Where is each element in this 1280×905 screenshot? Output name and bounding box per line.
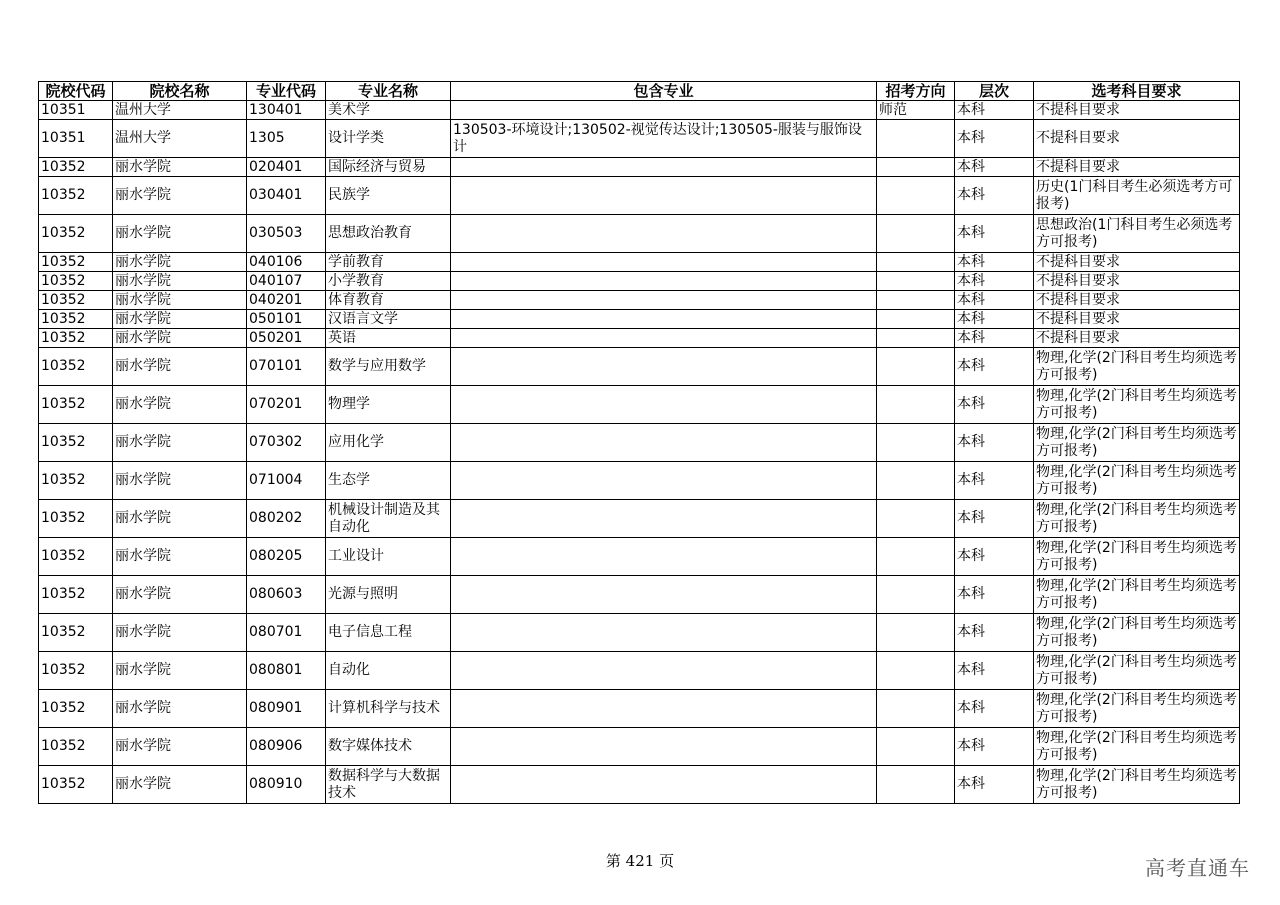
school-code-cell: 10352 bbox=[39, 329, 113, 348]
school-code-cell: 10352 bbox=[39, 424, 113, 462]
school-name-cell: 丽水学院 bbox=[113, 424, 247, 462]
major-code-cell: 080603 bbox=[247, 576, 326, 614]
included-majors-cell bbox=[451, 690, 877, 728]
major-name-cell: 思想政治教育 bbox=[326, 215, 451, 253]
school-code-cell: 10352 bbox=[39, 614, 113, 652]
subject-requirement-cell: 物理,化学(2门科目考生均须选考方可报考) bbox=[1034, 538, 1240, 576]
subject-requirement-cell: 不提科目要求 bbox=[1034, 158, 1240, 177]
table-row bbox=[39, 614, 1240, 652]
school-code-cell: 10352 bbox=[39, 272, 113, 291]
school-code-cell: 10352 bbox=[39, 538, 113, 576]
level-cell: 本科 bbox=[955, 329, 1034, 348]
subject-requirement-cell: 物理,化学(2门科目考生均须选考方可报考) bbox=[1034, 424, 1240, 462]
table-row bbox=[39, 310, 1240, 329]
major-name-cell: 数学与应用数学 bbox=[326, 348, 451, 386]
subject-requirement-cell: 物理,化学(2门科目考生均须选考方可报考) bbox=[1034, 348, 1240, 386]
table-row bbox=[39, 253, 1240, 272]
major-code-cell: 070201 bbox=[247, 386, 326, 424]
major-name-cell: 小学教育 bbox=[326, 272, 451, 291]
school-code-cell: 10352 bbox=[39, 215, 113, 253]
direction-cell bbox=[877, 576, 955, 614]
included-majors-cell bbox=[451, 291, 877, 310]
column-header: 层次 bbox=[955, 82, 1034, 101]
major-name-cell: 设计学类 bbox=[326, 120, 451, 158]
direction-cell bbox=[877, 462, 955, 500]
school-name-cell: 丽水学院 bbox=[113, 158, 247, 177]
major-name-cell: 民族学 bbox=[326, 177, 451, 215]
school-name-cell: 丽水学院 bbox=[113, 272, 247, 291]
column-header: 院校名称 bbox=[113, 82, 247, 101]
level-cell: 本科 bbox=[955, 538, 1034, 576]
level-cell: 本科 bbox=[955, 424, 1034, 462]
subject-requirement-cell: 物理,化学(2门科目考生均须选考方可报考) bbox=[1034, 614, 1240, 652]
school-name-cell: 丽水学院 bbox=[113, 253, 247, 272]
included-majors-cell bbox=[451, 462, 877, 500]
major-code-cell: 080901 bbox=[247, 690, 326, 728]
school-name-cell: 丽水学院 bbox=[113, 291, 247, 310]
school-name-cell: 丽水学院 bbox=[113, 310, 247, 329]
header-row bbox=[39, 82, 1240, 101]
direction-cell bbox=[877, 766, 955, 804]
major-code-cell: 080910 bbox=[247, 766, 326, 804]
watermark-text: 高考直通车 bbox=[1145, 856, 1250, 880]
major-name-cell: 汉语言文学 bbox=[326, 310, 451, 329]
major-name-cell: 自动化 bbox=[326, 652, 451, 690]
major-name-cell: 电子信息工程 bbox=[326, 614, 451, 652]
major-code-cell: 040106 bbox=[247, 253, 326, 272]
school-code-cell: 10352 bbox=[39, 348, 113, 386]
direction-cell bbox=[877, 690, 955, 728]
table-row bbox=[39, 576, 1240, 614]
major-code-cell: 070101 bbox=[247, 348, 326, 386]
direction-cell bbox=[877, 120, 955, 158]
direction-cell bbox=[877, 728, 955, 766]
subject-requirement-cell: 不提科目要求 bbox=[1034, 272, 1240, 291]
table-row bbox=[39, 500, 1240, 538]
school-name-cell: 丽水学院 bbox=[113, 462, 247, 500]
major-name-cell: 光源与照明 bbox=[326, 576, 451, 614]
direction-cell bbox=[877, 500, 955, 538]
major-code-cell: 040201 bbox=[247, 291, 326, 310]
table-row bbox=[39, 215, 1240, 253]
table-row bbox=[39, 766, 1240, 804]
column-header: 专业名称 bbox=[326, 82, 451, 101]
level-cell: 本科 bbox=[955, 177, 1034, 215]
school-code-cell: 10351 bbox=[39, 120, 113, 158]
direction-cell: 师范 bbox=[877, 101, 955, 120]
included-majors-cell bbox=[451, 728, 877, 766]
included-majors-cell bbox=[451, 329, 877, 348]
school-name-cell: 丽水学院 bbox=[113, 538, 247, 576]
included-majors-cell bbox=[451, 348, 877, 386]
subject-requirement-cell: 物理,化学(2门科目考生均须选考方可报考) bbox=[1034, 500, 1240, 538]
school-code-cell: 10352 bbox=[39, 386, 113, 424]
column-header: 选考科目要求 bbox=[1034, 82, 1240, 101]
major-code-cell: 070302 bbox=[247, 424, 326, 462]
major-name-cell: 物理学 bbox=[326, 386, 451, 424]
table-row bbox=[39, 348, 1240, 386]
included-majors-cell bbox=[451, 614, 877, 652]
included-majors-cell bbox=[451, 158, 877, 177]
page-number: 第 421 页 bbox=[605, 852, 675, 870]
included-majors-cell: 130503-环境设计;130502-视觉传达设计;130505-服装与服饰设计 bbox=[451, 120, 877, 158]
level-cell: 本科 bbox=[955, 728, 1034, 766]
major-code-cell: 050201 bbox=[247, 329, 326, 348]
direction-cell bbox=[877, 291, 955, 310]
school-name-cell: 丽水学院 bbox=[113, 652, 247, 690]
direction-cell bbox=[877, 424, 955, 462]
admission-table bbox=[38, 81, 1240, 804]
column-header: 院校代码 bbox=[39, 82, 113, 101]
table-row bbox=[39, 177, 1240, 215]
school-name-cell: 温州大学 bbox=[113, 101, 247, 120]
subject-requirement-cell: 物理,化学(2门科目考生均须选考方可报考) bbox=[1034, 652, 1240, 690]
table-body bbox=[39, 101, 1240, 804]
included-majors-cell bbox=[451, 424, 877, 462]
level-cell: 本科 bbox=[955, 386, 1034, 424]
included-majors-cell bbox=[451, 386, 877, 424]
included-majors-cell bbox=[451, 652, 877, 690]
table-row bbox=[39, 462, 1240, 500]
table-row bbox=[39, 101, 1240, 120]
level-cell: 本科 bbox=[955, 101, 1034, 120]
column-header: 招考方向 bbox=[877, 82, 955, 101]
table-row bbox=[39, 538, 1240, 576]
subject-requirement-cell: 不提科目要求 bbox=[1034, 253, 1240, 272]
school-code-cell: 10352 bbox=[39, 576, 113, 614]
table-row bbox=[39, 291, 1240, 310]
school-name-cell: 温州大学 bbox=[113, 120, 247, 158]
level-cell: 本科 bbox=[955, 348, 1034, 386]
major-name-cell: 工业设计 bbox=[326, 538, 451, 576]
level-cell: 本科 bbox=[955, 310, 1034, 329]
direction-cell bbox=[877, 538, 955, 576]
column-header: 专业代码 bbox=[247, 82, 326, 101]
direction-cell bbox=[877, 215, 955, 253]
subject-requirement-cell: 物理,化学(2门科目考生均须选考方可报考) bbox=[1034, 690, 1240, 728]
table-row bbox=[39, 690, 1240, 728]
school-name-cell: 丽水学院 bbox=[113, 690, 247, 728]
school-name-cell: 丽水学院 bbox=[113, 329, 247, 348]
level-cell: 本科 bbox=[955, 253, 1034, 272]
subject-requirement-cell: 思想政治(1门科目考生必须选考方可报考) bbox=[1034, 215, 1240, 253]
major-name-cell: 美术学 bbox=[326, 101, 451, 120]
school-code-cell: 10352 bbox=[39, 310, 113, 329]
school-name-cell: 丽水学院 bbox=[113, 576, 247, 614]
included-majors-cell bbox=[451, 766, 877, 804]
table-row bbox=[39, 158, 1240, 177]
level-cell: 本科 bbox=[955, 690, 1034, 728]
school-name-cell: 丽水学院 bbox=[113, 728, 247, 766]
major-name-cell: 体育教育 bbox=[326, 291, 451, 310]
school-code-cell: 10352 bbox=[39, 766, 113, 804]
major-name-cell: 机械设计制造及其自动化 bbox=[326, 500, 451, 538]
level-cell: 本科 bbox=[955, 652, 1034, 690]
major-name-cell: 数据科学与大数据技术 bbox=[326, 766, 451, 804]
school-code-cell: 10352 bbox=[39, 500, 113, 538]
school-code-cell: 10352 bbox=[39, 158, 113, 177]
direction-cell bbox=[877, 253, 955, 272]
included-majors-cell bbox=[451, 272, 877, 291]
included-majors-cell bbox=[451, 215, 877, 253]
school-name-cell: 丽水学院 bbox=[113, 348, 247, 386]
direction-cell bbox=[877, 386, 955, 424]
direction-cell bbox=[877, 272, 955, 291]
school-code-cell: 10352 bbox=[39, 690, 113, 728]
major-code-cell: 080205 bbox=[247, 538, 326, 576]
school-code-cell: 10352 bbox=[39, 728, 113, 766]
direction-cell bbox=[877, 177, 955, 215]
major-code-cell: 050101 bbox=[247, 310, 326, 329]
level-cell: 本科 bbox=[955, 766, 1034, 804]
major-code-cell: 071004 bbox=[247, 462, 326, 500]
major-code-cell: 130401 bbox=[247, 101, 326, 120]
included-majors-cell bbox=[451, 500, 877, 538]
level-cell: 本科 bbox=[955, 158, 1034, 177]
subject-requirement-cell: 历史(1门科目考生必须选考方可报考) bbox=[1034, 177, 1240, 215]
school-code-cell: 10352 bbox=[39, 652, 113, 690]
level-cell: 本科 bbox=[955, 291, 1034, 310]
direction-cell bbox=[877, 652, 955, 690]
school-code-cell: 10352 bbox=[39, 462, 113, 500]
major-name-cell: 国际经济与贸易 bbox=[326, 158, 451, 177]
school-name-cell: 丽水学院 bbox=[113, 215, 247, 253]
major-code-cell: 080801 bbox=[247, 652, 326, 690]
major-name-cell: 英语 bbox=[326, 329, 451, 348]
level-cell: 本科 bbox=[955, 215, 1034, 253]
table-row bbox=[39, 386, 1240, 424]
school-name-cell: 丽水学院 bbox=[113, 500, 247, 538]
table-row bbox=[39, 424, 1240, 462]
level-cell: 本科 bbox=[955, 462, 1034, 500]
direction-cell bbox=[877, 310, 955, 329]
school-code-cell: 10352 bbox=[39, 291, 113, 310]
level-cell: 本科 bbox=[955, 272, 1034, 291]
direction-cell bbox=[877, 158, 955, 177]
table-row bbox=[39, 728, 1240, 766]
major-code-cell: 030503 bbox=[247, 215, 326, 253]
subject-requirement-cell: 物理,化学(2门科目考生均须选考方可报考) bbox=[1034, 462, 1240, 500]
major-code-cell: 080701 bbox=[247, 614, 326, 652]
table-row bbox=[39, 120, 1240, 158]
major-name-cell: 生态学 bbox=[326, 462, 451, 500]
included-majors-cell bbox=[451, 538, 877, 576]
major-name-cell: 计算机科学与技术 bbox=[326, 690, 451, 728]
included-majors-cell bbox=[451, 310, 877, 329]
direction-cell bbox=[877, 614, 955, 652]
subject-requirement-cell: 物理,化学(2门科目考生均须选考方可报考) bbox=[1034, 766, 1240, 804]
level-cell: 本科 bbox=[955, 120, 1034, 158]
direction-cell bbox=[877, 348, 955, 386]
major-code-cell: 080202 bbox=[247, 500, 326, 538]
major-code-cell: 080906 bbox=[247, 728, 326, 766]
included-majors-cell bbox=[451, 253, 877, 272]
school-code-cell: 10352 bbox=[39, 177, 113, 215]
subject-requirement-cell: 不提科目要求 bbox=[1034, 291, 1240, 310]
included-majors-cell bbox=[451, 576, 877, 614]
subject-requirement-cell: 不提科目要求 bbox=[1034, 101, 1240, 120]
school-name-cell: 丽水学院 bbox=[113, 386, 247, 424]
table-header bbox=[39, 82, 1240, 101]
subject-requirement-cell: 物理,化学(2门科目考生均须选考方可报考) bbox=[1034, 728, 1240, 766]
subject-requirement-cell: 不提科目要求 bbox=[1034, 120, 1240, 158]
table-row bbox=[39, 272, 1240, 291]
major-code-cell: 040107 bbox=[247, 272, 326, 291]
included-majors-cell bbox=[451, 101, 877, 120]
school-code-cell: 10351 bbox=[39, 101, 113, 120]
school-code-cell: 10352 bbox=[39, 253, 113, 272]
major-name-cell: 应用化学 bbox=[326, 424, 451, 462]
level-cell: 本科 bbox=[955, 500, 1034, 538]
major-name-cell: 学前教育 bbox=[326, 253, 451, 272]
column-header: 包含专业 bbox=[451, 82, 877, 101]
subject-requirement-cell: 不提科目要求 bbox=[1034, 310, 1240, 329]
school-name-cell: 丽水学院 bbox=[113, 177, 247, 215]
level-cell: 本科 bbox=[955, 576, 1034, 614]
major-code-cell: 020401 bbox=[247, 158, 326, 177]
level-cell: 本科 bbox=[955, 614, 1034, 652]
table-row bbox=[39, 652, 1240, 690]
subject-requirement-cell: 不提科目要求 bbox=[1034, 329, 1240, 348]
major-name-cell: 数字媒体技术 bbox=[326, 728, 451, 766]
school-name-cell: 丽水学院 bbox=[113, 766, 247, 804]
major-code-cell: 030401 bbox=[247, 177, 326, 215]
school-name-cell: 丽水学院 bbox=[113, 614, 247, 652]
subject-requirement-cell: 物理,化学(2门科目考生均须选考方可报考) bbox=[1034, 386, 1240, 424]
included-majors-cell bbox=[451, 177, 877, 215]
direction-cell bbox=[877, 329, 955, 348]
major-code-cell: 1305 bbox=[247, 120, 326, 158]
subject-requirement-cell: 物理,化学(2门科目考生均须选考方可报考) bbox=[1034, 576, 1240, 614]
table-row bbox=[39, 329, 1240, 348]
